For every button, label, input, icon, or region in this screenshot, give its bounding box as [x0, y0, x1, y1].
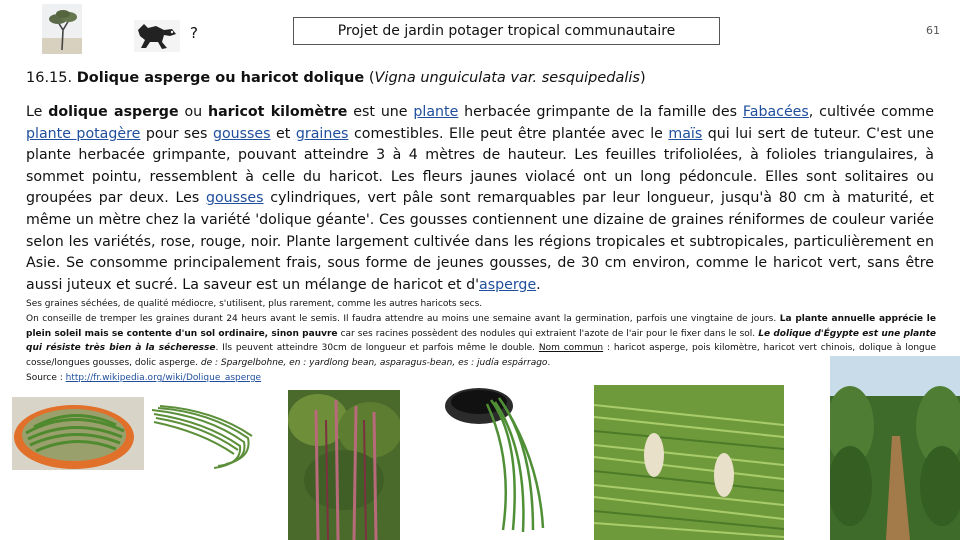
heading-paren-open: (	[364, 70, 375, 86]
link-graines[interactable]: graines	[295, 125, 349, 142]
link-fabacees[interactable]: Fabacées	[742, 104, 809, 120]
heading-paren-close: )	[640, 70, 646, 86]
para-text: cylindriques, vert pâle sont remarquables par leur longueur, jusqu'à 80 cm à maturité, et même un mètre chez la variété 'dolique géante'. Ces gousses contiennent une dizaine de graines réniformes de couleur variée selon les variétés, rose, rouge, noir. Plante largement cultivée dans les régions tropicales et subtropicales, particulièrement en Asie. Se consomme principalement frais, sous forme de jeunes gousses, de 30 cm environ, comme le haricot vert, sans être aussi juteux et sucré. La saveur est un mélange de haricot et d'	[26, 190, 934, 293]
heading-number: 16.15.	[26, 70, 73, 86]
link-asperge[interactable]: asperge	[479, 276, 537, 293]
heading-latin-name: Vigna unguiculata var. sesquipedalis	[374, 70, 640, 86]
para-text: Le	[26, 104, 49, 120]
note-dried-seeds: Ses graines séchées, de qualité médiocre, s'utilisent, plus rarement, comme les autres haricots secs.	[26, 299, 483, 309]
bean-plants-on-stakes-photo	[288, 390, 400, 540]
source-label: Source :	[26, 372, 66, 383]
para-text: .	[536, 276, 541, 293]
note-translations: de : Spargelbohne, en : yardlong bean, asparagus-bean, es : judía espárrago	[200, 358, 548, 369]
note-text: .	[547, 358, 551, 369]
beans-in-orange-bowl-photo	[12, 397, 144, 470]
beans-in-black-pot-photo	[443, 380, 565, 540]
para-text: comestibles. Elle peut être plantée avec le	[348, 125, 669, 142]
animal-logo-icon	[134, 20, 180, 52]
note-bold-italic-drought: Le dolique d'Égypte est une plante qui résiste très bien à la sécheresse	[26, 328, 937, 354]
para-text: est une	[347, 104, 414, 120]
note-text: . Ils peuvent atteindre 30cm de longueur et parfois même le double.	[215, 343, 539, 354]
para-text: qui lui sert de tuteur. C'est une plante herbacée grimpante, pouvant atteindre 3 à 4 mètres de hauteur. Les feuilles trifoliolées, à folioles triangulaires, à sommet pointu, ressemblent à celle du haricot. Les fleurs jaunes violacé ont un long pédoncule. Elles sont solitaires ou groupées par deux. Les	[26, 125, 934, 207]
beans-market-bundles-photo	[594, 385, 784, 540]
para-text: , cultivée comme	[808, 104, 934, 120]
note-bold-sun: La plante annuelle apprécie le plein soleil mais se contente d'un sol ordinaire, sinon pauvre	[26, 313, 936, 339]
para-text: herbacée grimpante de la famille des	[458, 104, 743, 120]
section-heading	[26, 70, 936, 86]
bundle-of-long-beans-photo	[148, 402, 256, 474]
link-plante[interactable]: plante	[413, 104, 459, 120]
note-text: : haricot asperge, pois kilomètre, haricot vert chinois, dolique à longue cosse/longues gousses, dolic asperge.	[26, 343, 936, 369]
question-mark: ?	[190, 24, 198, 42]
tree-logo-icon	[42, 4, 82, 54]
link-mais[interactable]: maïs	[668, 125, 703, 142]
link-gousses[interactable]: gousses	[212, 125, 271, 142]
note-common-name-label: Nom commun	[538, 343, 604, 354]
bold-term-haricot-kilometre: haricot kilomètre	[207, 104, 348, 120]
para-text: ou	[178, 104, 208, 120]
main-paragraph	[26, 102, 934, 296]
heading-plant-name: Dolique asperge ou haricot dolique	[76, 70, 365, 86]
para-text: et	[270, 125, 296, 142]
slide-title: Projet de jardin potager tropical communautaire	[337, 23, 676, 39]
link-gousses-2[interactable]: gousses	[205, 190, 264, 207]
page-number: 61	[926, 24, 940, 37]
notes-paragraph	[26, 297, 936, 386]
slide-title-box	[293, 17, 720, 45]
note-text: car ses racines possèdent des nodules qui extraient l'azote de l'air pour le fixer dans le sol.	[337, 328, 759, 339]
link-plante-potagere[interactable]: plante potagère	[26, 125, 141, 142]
note-text: On conseille de tremper les graines durant 24 heurs avant le semis. Il faudra attendre au moins une semaine avant la germination, parfois une vingtaine de jours.	[26, 313, 780, 324]
para-text: pour ses	[140, 125, 213, 142]
source-link[interactable]: http://fr.wikipedia.org/wiki/Dolique_asperge	[65, 372, 262, 383]
bold-term-dolique-asperge: dolique asperge	[48, 104, 179, 120]
bean-field-rows-photo	[830, 356, 960, 540]
